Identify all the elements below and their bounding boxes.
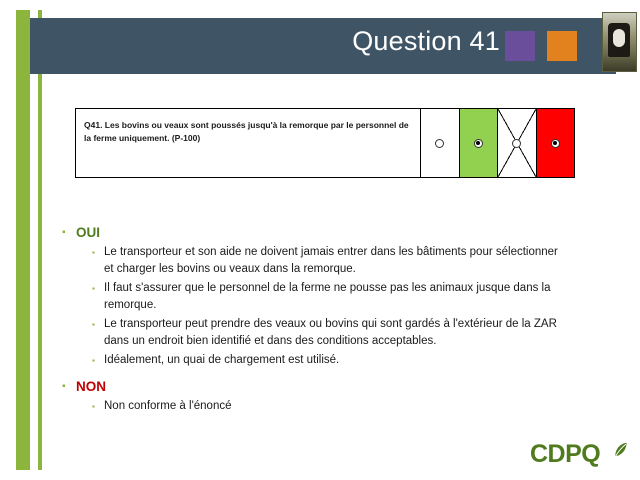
bullet-square-icon: ▪	[92, 356, 95, 365]
question-table	[75, 108, 575, 178]
cow-photo-figure	[608, 23, 630, 57]
orange-square-icon	[547, 31, 577, 61]
bullet-square-icon: ▪	[92, 320, 95, 329]
list-item-text: Le transporteur et son aide ne doivent jamais entrer dans les bâtiments pour sélectionner et charger les bovins ou veaux dans la remorque.	[104, 246, 558, 275]
option-cell-3[interactable]	[498, 109, 537, 177]
radio-icon-2[interactable]	[474, 139, 483, 148]
answer-oui-label: OUI	[76, 225, 101, 240]
bullet-square-icon: ▪	[92, 248, 95, 257]
bullet-square-icon: ▪	[62, 381, 66, 392]
list-item-text: Non conforme à l'énoncé	[104, 400, 232, 412]
leaf-icon	[613, 441, 628, 458]
answer-non-label: NON	[76, 379, 106, 394]
left-accent-bar-inner	[38, 10, 42, 470]
bullet-square-icon: ▪	[92, 402, 95, 411]
cdpq-logo-text: CDPQ	[530, 440, 601, 468]
list-item	[92, 352, 582, 369]
list-item-text: Idéalement, un quai de chargement est utilisé.	[104, 354, 340, 366]
option-cell-4[interactable]	[537, 109, 575, 177]
list-item-text: Il faut s'assurer que le personnel de la ferme ne pousse pas les animaux jusque dans la remorque.	[104, 282, 551, 311]
list-item	[92, 244, 582, 277]
list-item	[92, 316, 582, 349]
answer-oui	[62, 224, 582, 242]
answer-non	[62, 378, 582, 396]
left-accent-bar-outer	[16, 10, 30, 470]
option-cell-2[interactable]	[460, 109, 499, 177]
list-item-text: Le transporteur peut prendre des veaux ou bovins qui sont gardés à l'extérieur de la ZAR dans un endroit bien identifié et dans des conditions acceptables.	[104, 318, 557, 347]
list-item	[92, 280, 582, 313]
question-text: Q41. Les bovins ou veaux sont poussés jusqu'à la remorque par le personnel de la ferme uniquement. (P-100)	[76, 109, 421, 177]
list-item	[92, 398, 582, 415]
content-body	[62, 224, 582, 418]
cow-photo	[602, 12, 637, 72]
radio-icon-1[interactable]	[435, 139, 444, 148]
option-cell-1[interactable]	[421, 109, 460, 177]
bullet-square-icon: ▪	[62, 227, 66, 238]
page-title: Question 41	[352, 26, 500, 56]
bullet-square-icon: ▪	[92, 284, 95, 293]
radio-icon-4[interactable]	[551, 139, 560, 148]
radio-icon-3[interactable]	[512, 139, 521, 148]
purple-square-icon	[505, 31, 535, 61]
